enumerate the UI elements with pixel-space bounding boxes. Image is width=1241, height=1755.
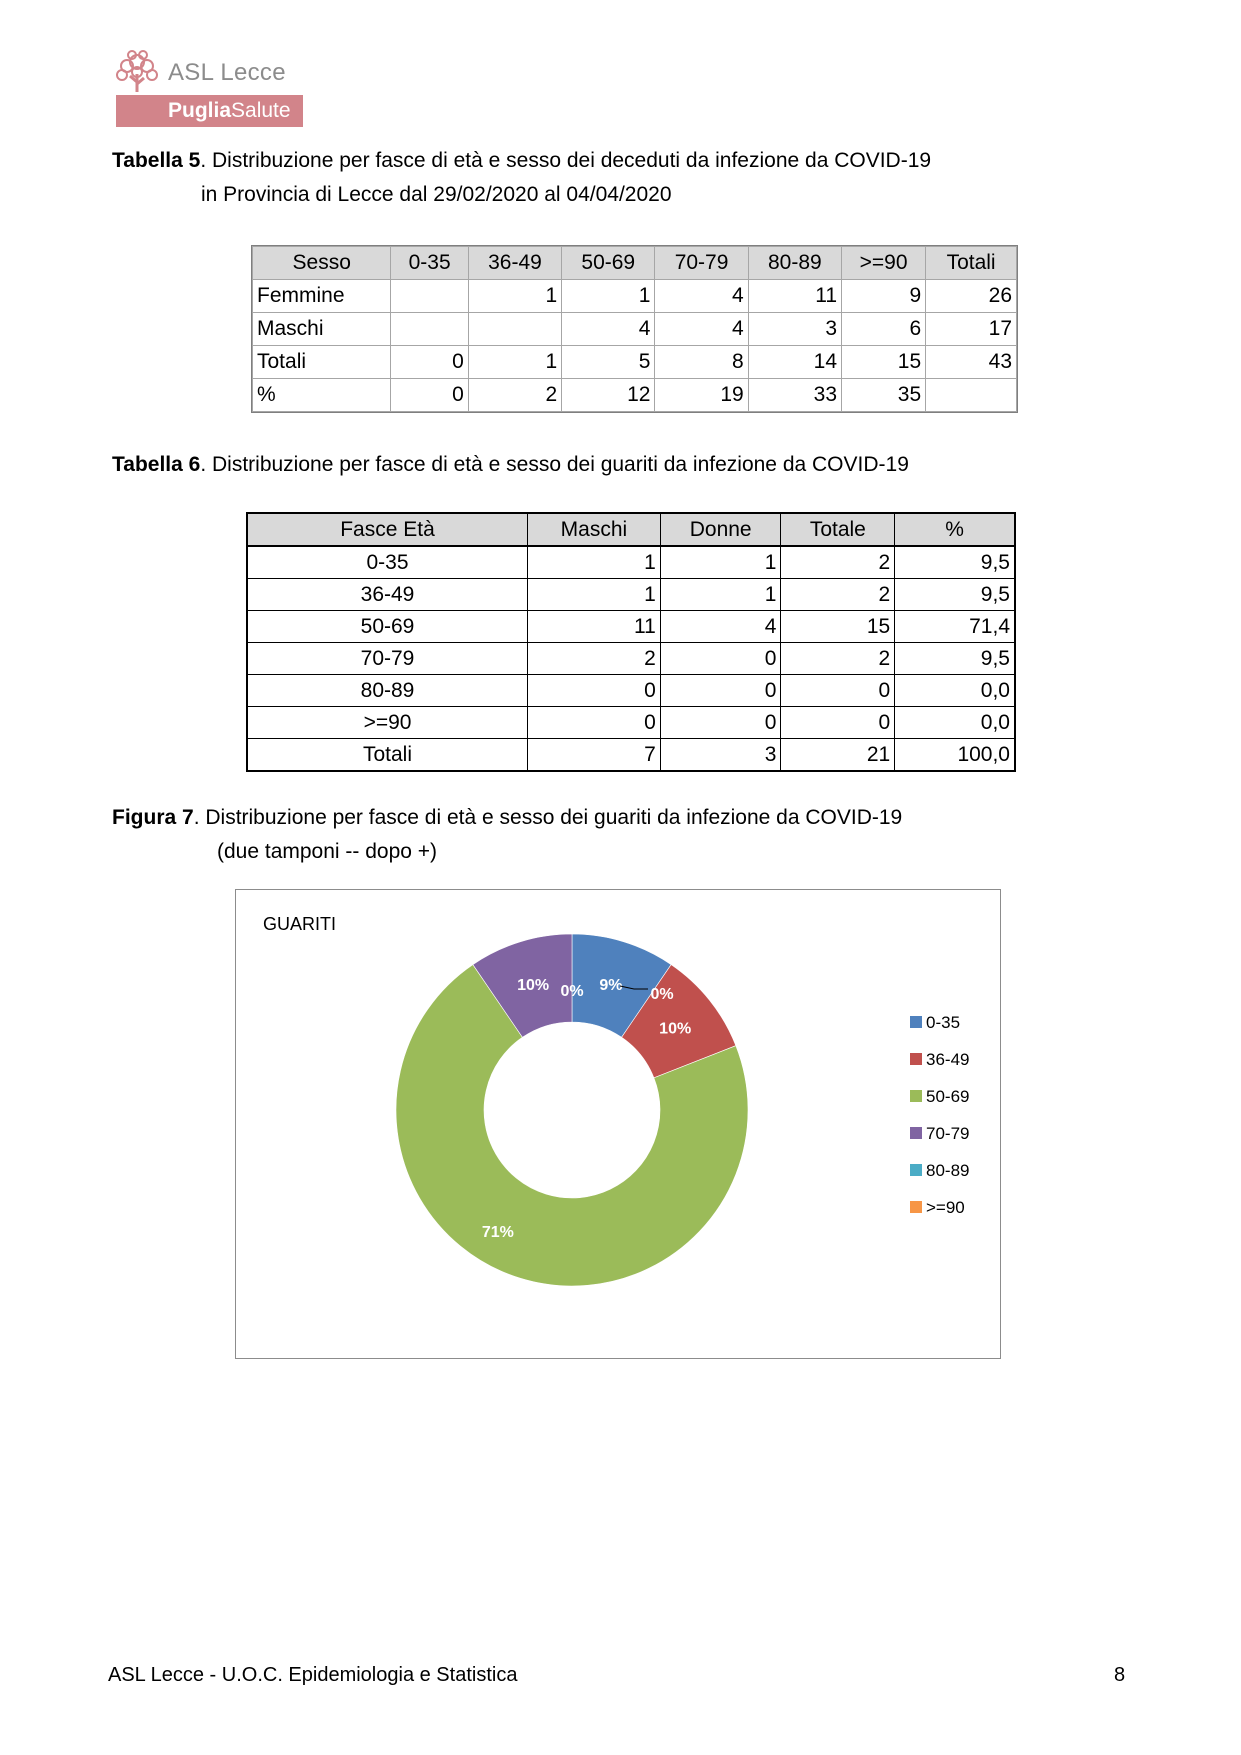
table5-cell: Totali	[253, 346, 391, 379]
legend-label->=90: >=90	[926, 1198, 965, 1217]
tree-logo-icon	[114, 48, 160, 94]
table5-header-cell: Sesso	[253, 247, 391, 280]
table5-header-cell: >=90	[842, 247, 926, 280]
table5-header-cell: Totali	[926, 247, 1017, 280]
table6-row	[247, 707, 1015, 739]
table6-caption	[112, 448, 909, 482]
table5-header-cell: 36-49	[468, 247, 561, 280]
table6-cell: >=90	[247, 707, 528, 739]
table5-row	[253, 346, 1017, 379]
table6-cell: 36-49	[247, 579, 528, 611]
table5-cell: 5	[562, 346, 655, 379]
logo-band	[116, 95, 303, 127]
table6-cell: 7	[528, 739, 661, 772]
table5-header-cell: 80-89	[748, 247, 841, 280]
table5-cell: 35	[842, 379, 926, 412]
table5-cell: 4	[655, 313, 748, 346]
table5-cell: 2	[468, 379, 561, 412]
page-footer: ASL Lecce - U.O.C. Epidemiologia e Statistica	[108, 1664, 518, 1686]
table5-cell	[391, 313, 468, 346]
table6-caption-text: . Distribuzione per fasce di età e sesso dei guariti da infezione da COVID-19	[200, 453, 909, 476]
table5-cell: 4	[655, 280, 748, 313]
table5-cell: 1	[468, 346, 561, 379]
legend-swatch-36-49	[910, 1053, 922, 1065]
data-label-50-69: 71%	[481, 1224, 514, 1242]
table6-cell: 0	[781, 675, 895, 707]
table6-cell: 1	[660, 546, 781, 579]
table5	[252, 246, 1017, 412]
data-label-70-79: 10%	[517, 976, 550, 994]
figure7-caption-line2: (due tamponi -- dopo +)	[217, 840, 438, 863]
table5-cell: Femmine	[253, 280, 391, 313]
table6-header-cell: Totale	[781, 513, 895, 546]
table5-cell: 9	[842, 280, 926, 313]
logo-band-regular: Salute	[231, 99, 291, 122]
table5-header-cell: 70-79	[655, 247, 748, 280]
figure7-caption-line1: . Distribuzione per fasce di età e sesso dei guariti da infezione da COVID-19	[193, 806, 903, 829]
table6-row	[247, 546, 1015, 579]
table6-cell: 1	[660, 579, 781, 611]
table5-row	[253, 313, 1017, 346]
table6-row	[247, 611, 1015, 643]
table5-cell: 43	[926, 346, 1017, 379]
table6-cell: 11	[528, 611, 661, 643]
data-label-80-89: 0%	[650, 986, 674, 1003]
table5-cell	[926, 379, 1017, 412]
table6-cell: 50-69	[247, 611, 528, 643]
data-label-36-49: 10%	[659, 1020, 692, 1038]
table5-cell: 19	[655, 379, 748, 412]
table5-cell: %	[253, 379, 391, 412]
table6-cell: 21	[781, 739, 895, 772]
table6-header-row	[247, 513, 1015, 546]
figure7-caption-label: Figura 7	[112, 806, 194, 829]
table5-cell: 6	[842, 313, 926, 346]
table5-header-cell: 50-69	[562, 247, 655, 280]
table6-cell: 0,0	[895, 707, 1015, 739]
table6-cell: 15	[781, 611, 895, 643]
asl-lecce-logo	[114, 48, 304, 128]
page-number: 8	[1114, 1664, 1126, 1686]
table6	[246, 512, 1016, 772]
table6-cell: 100,0	[895, 739, 1015, 772]
table6-cell: 9,5	[895, 546, 1015, 579]
table5-cell: 8	[655, 346, 748, 379]
chart-title: GUARITI	[263, 914, 337, 934]
logo-name: ASL Lecce	[168, 59, 286, 86]
table6-cell: 9,5	[895, 579, 1015, 611]
logo-band-bold: Puglia	[168, 99, 232, 122]
table5-cell: 33	[748, 379, 841, 412]
table6-cell: 9,5	[895, 643, 1015, 675]
table5-cell: 14	[748, 346, 841, 379]
legend-swatch-50-69	[910, 1090, 922, 1102]
table6-cell: 1	[528, 546, 661, 579]
table5-cell: 1	[468, 280, 561, 313]
legend-label-0-35: 0-35	[926, 1013, 961, 1032]
table5-header-row	[253, 247, 1017, 280]
table6-cell: 80-89	[247, 675, 528, 707]
table5-cell: 3	[748, 313, 841, 346]
legend-label-70-79: 70-79	[926, 1124, 970, 1143]
table6-header-cell: Donne	[660, 513, 781, 546]
table6-cell: 0,0	[895, 675, 1015, 707]
table5-cell: 26	[926, 280, 1017, 313]
table5-caption-line2: in Provincia di Lecce dal 29/02/2020 al 04/04/2020	[201, 183, 672, 206]
table6-row	[247, 675, 1015, 707]
table5-cell: 17	[926, 313, 1017, 346]
table5-cell: 0	[391, 379, 468, 412]
table6-cell: 2	[781, 546, 895, 579]
table5-cell	[468, 313, 561, 346]
legend-label-50-69: 50-69	[926, 1087, 970, 1106]
table5-cell: 11	[748, 280, 841, 313]
table5-cell: 15	[842, 346, 926, 379]
table6-cell: 0	[528, 707, 661, 739]
figure7-caption	[112, 801, 902, 835]
table5-row	[253, 280, 1017, 313]
legend-label-80-89: 80-89	[926, 1161, 970, 1180]
legend-swatch-80-89	[910, 1164, 922, 1176]
table5-caption-line1: . Distribuzione per fasce di età e sesso dei deceduti da infezione da COVID-19	[200, 149, 932, 172]
table6-header-cell: %	[895, 513, 1015, 546]
table6-cell: 70-79	[247, 643, 528, 675]
table5-cell	[391, 280, 468, 313]
table5-cell: 1	[562, 280, 655, 313]
doughnut-chart	[235, 889, 1001, 1359]
data-label->=90: 0%	[560, 983, 584, 1000]
table6-header-cell: Fasce Età	[247, 513, 528, 546]
table6-caption-label: Tabella 6	[112, 453, 201, 476]
table6-cell: 0	[528, 675, 661, 707]
table5-cell: Maschi	[253, 313, 391, 346]
table5-cell: 12	[562, 379, 655, 412]
table6-header-cell: Maschi	[528, 513, 661, 546]
table6-cell: 0	[660, 675, 781, 707]
table6-cell: 0	[660, 707, 781, 739]
table6-cell: 2	[781, 643, 895, 675]
table6-cell: 0-35	[247, 546, 528, 579]
table6-cell: 2	[781, 579, 895, 611]
table5-row	[253, 379, 1017, 412]
table5-caption	[112, 144, 931, 178]
legend-label-36-49: 36-49	[926, 1050, 970, 1069]
data-label-0-35: 9%	[599, 976, 623, 994]
table6-cell: 4	[660, 611, 781, 643]
legend-swatch->=90	[910, 1201, 922, 1213]
table5-cell: 4	[562, 313, 655, 346]
table6-cell: 3	[660, 739, 781, 772]
table6-cell: Totali	[247, 739, 528, 772]
chart-canvas	[236, 890, 1000, 1358]
legend-swatch-0-35	[910, 1016, 922, 1028]
table6-cell: 0	[660, 643, 781, 675]
table6-row	[247, 739, 1015, 772]
table5-caption-label: Tabella 5	[112, 149, 201, 172]
table6-cell: 0	[781, 707, 895, 739]
table5-cell: 0	[391, 346, 468, 379]
table6-cell: 2	[528, 643, 661, 675]
table6-cell: 1	[528, 579, 661, 611]
table6-cell: 71,4	[895, 611, 1015, 643]
table5-header-cell: 0-35	[391, 247, 468, 280]
table6-row	[247, 579, 1015, 611]
legend-swatch-70-79	[910, 1127, 922, 1139]
table6-row	[247, 643, 1015, 675]
chart-legend	[910, 1013, 969, 1217]
